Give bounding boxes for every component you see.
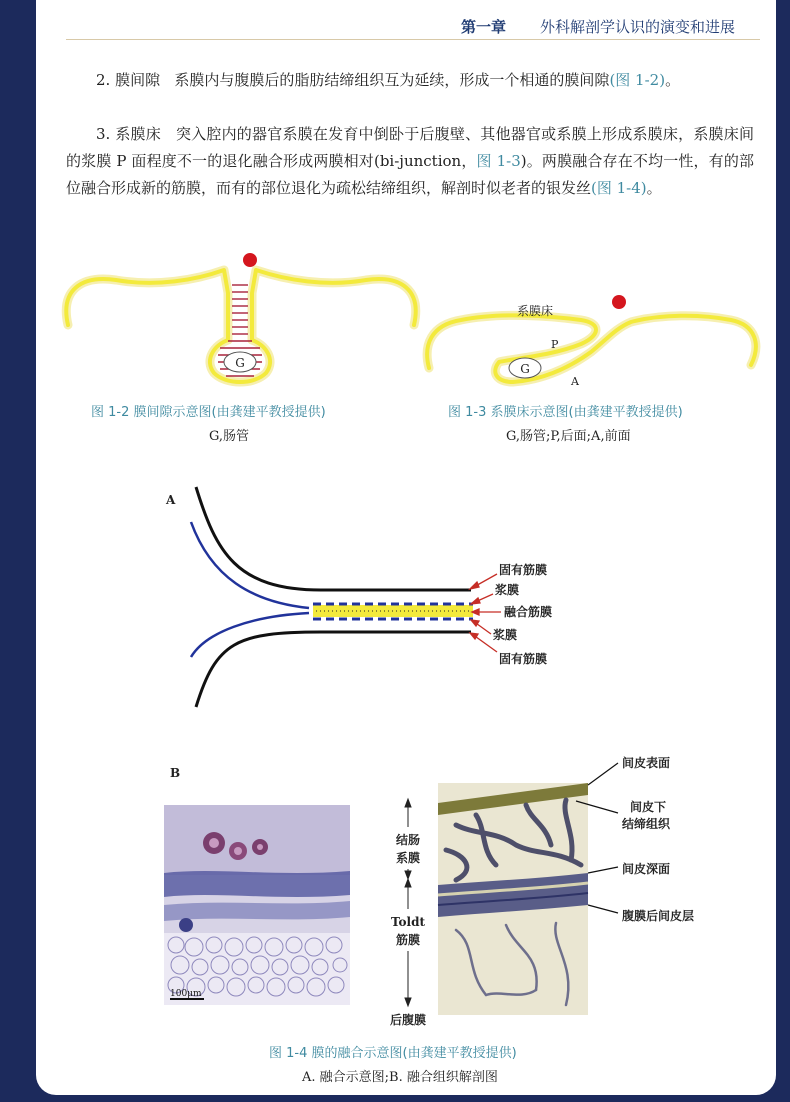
fig13-label-a: A xyxy=(571,375,579,388)
fig14a-label-serosa-top: 浆膜 xyxy=(495,583,520,597)
fig13-label-p: P xyxy=(551,338,559,351)
fig14b-panel-label: B xyxy=(170,766,181,780)
paragraph-number: 3. xyxy=(96,125,111,143)
figure-1-2-diagram xyxy=(56,245,426,395)
paragraph-number: 2. xyxy=(96,71,111,89)
fig14b-label-mesothelial-surface: 间皮表面 xyxy=(622,756,671,770)
fig14b-histology-image xyxy=(164,805,350,1005)
fig13-membrane xyxy=(427,315,756,382)
figure-ref[interactable]: (图 1-4) xyxy=(591,179,647,197)
book-page xyxy=(36,0,776,1095)
fig13-label-bed: 系膜床 xyxy=(517,304,554,318)
paragraph-text: )。两膜融合存在不均一性，有的部位融合形成新的筋膜，而有的部位退化为疏松结缔组织，解剖时似老者的银发丝 xyxy=(66,152,754,197)
fig14a-label-proper-fascia-bottom: 固有筋膜 xyxy=(499,652,548,666)
fig14b-label-connective-tissue: 结缔组织 xyxy=(622,817,671,831)
fig14b-label-mesentery: 系膜 xyxy=(395,851,421,865)
fig14b-label-mesothelial-deep: 间皮深面 xyxy=(622,862,671,876)
fig14b-anatomy-illustration xyxy=(438,783,588,1015)
fig14b-label-toldt: Toldt xyxy=(390,915,426,929)
paragraph-mesentery-bed xyxy=(66,121,754,202)
fig14b-label-retroperitoneal-mesothelium: 腹膜后间皮层 xyxy=(622,909,695,923)
fig14a-outer-fascia-bottom xyxy=(196,632,471,707)
fig14b-label-submesothelial: 间皮下 xyxy=(630,800,667,814)
paragraph-term: 膜间隙 xyxy=(115,71,161,89)
figure-1-4a-diagram xyxy=(161,482,581,712)
figure-1-3-subcaption: G,肠管;P,后面;A,前面 xyxy=(506,429,631,444)
fig13-red-dot xyxy=(612,295,626,309)
figure-1-3-diagram xyxy=(421,290,761,395)
paragraph-tail: 。 xyxy=(665,71,681,89)
figure-1-4-subcaption: A. 融合示意图;B. 融合组织解剖图 xyxy=(302,1070,498,1085)
figure-1-2-caption: 图 1-2 膜间隙示意图(由龚建平教授提供) xyxy=(91,405,326,420)
fig14a-serosa-curve-top xyxy=(191,522,309,608)
figure-1-4b-diagram xyxy=(156,755,716,1035)
fig14b-label-fascia: 筋膜 xyxy=(395,933,421,947)
chapter-title: 外科解剖学认识的演变和进展 xyxy=(540,18,736,36)
fig13-label-g: G xyxy=(520,362,530,376)
fig14b-scale-bar-label: 100μm xyxy=(170,989,202,999)
figure-1-3-caption: 图 1-3 系膜床示意图(由龚建平教授提供) xyxy=(448,405,683,420)
figure-ref[interactable]: (图 1-2) xyxy=(609,71,666,89)
paragraph-intermembrane-space xyxy=(66,67,754,94)
paragraph-tail: 。 xyxy=(646,179,662,197)
figure-ref[interactable]: 图 1-3 xyxy=(476,152,521,170)
fig14a-panel-label: A xyxy=(166,493,176,507)
fig12-red-dot xyxy=(243,253,257,267)
paragraph-term: 系膜床 xyxy=(115,125,161,143)
page-header xyxy=(36,0,776,40)
fig14b-label-retroperitoneum: 后腹膜 xyxy=(389,1013,427,1027)
paragraph-text: 突入腔内的器官系膜在发育中倒卧于后腹壁、其他器官或系膜上形成系膜床，系膜床间的浆膜 P 面程度不一的退化融合形成两膜相对(bi-junction， xyxy=(66,125,754,170)
fig14a-label-serosa-bottom: 浆膜 xyxy=(493,628,518,642)
fig14b-label-colon: 结肠 xyxy=(395,833,421,847)
chapter-number: 第一章 xyxy=(461,18,507,36)
figure-1-4-caption: 图 1-4 膜的融合示意图(由龚建平教授提供) xyxy=(269,1046,517,1061)
header-rule xyxy=(66,39,760,40)
fig12-label-g: G xyxy=(235,356,245,370)
fig14a-outer-fascia-top xyxy=(196,487,471,590)
fig14a-label-proper-fascia-top: 固有筋膜 xyxy=(499,563,548,577)
paragraph-text: 系膜内与腹膜后的脂肪结缔组织互为延续，形成一个相通的膜间隙 xyxy=(174,71,610,89)
fig14a-label-fusion-fascia: 融合筋膜 xyxy=(504,605,553,619)
fig14a-serosa-curve-bottom xyxy=(191,613,309,657)
figure-1-2-subcaption: G,肠管 xyxy=(209,429,250,444)
